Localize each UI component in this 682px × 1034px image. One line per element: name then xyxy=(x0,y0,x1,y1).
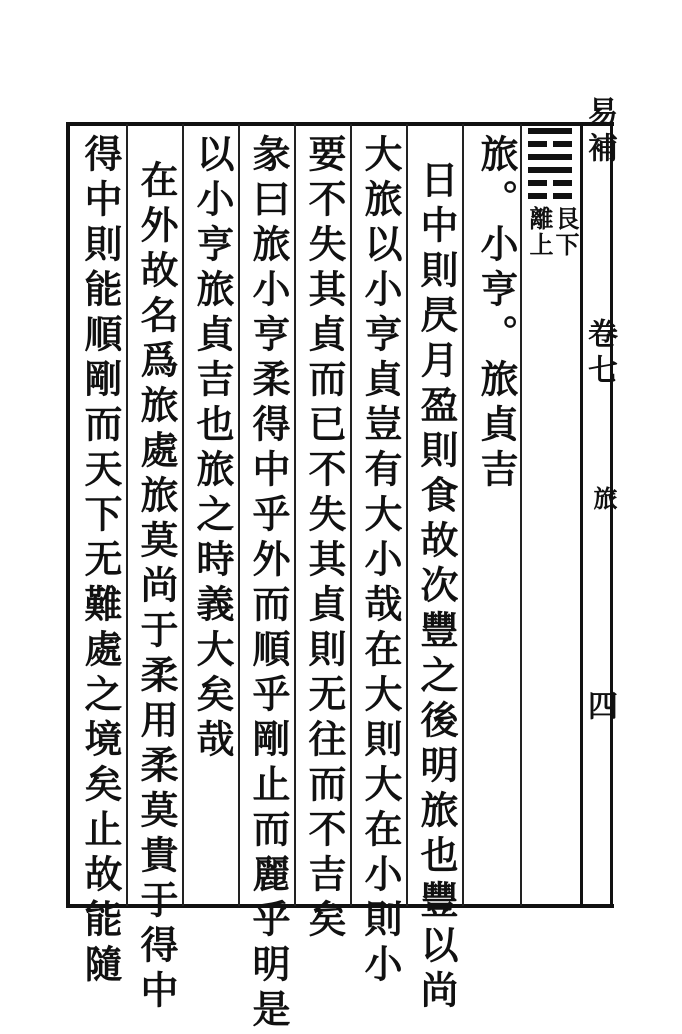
text-column-6: 以小亨旅貞吉也旅之時義大矣哉 xyxy=(190,134,235,764)
frame-left-border xyxy=(66,122,70,908)
hexagram-line-yin xyxy=(528,193,572,199)
text-column-1: 旅。小亨。旅貞吉 xyxy=(474,134,519,494)
column-rule xyxy=(350,124,352,906)
text-column-2: 日中則昃月盈則食故次豐之後明旅也豐以尚 xyxy=(414,160,459,1015)
column-rule xyxy=(462,124,464,906)
frame-right-border xyxy=(610,122,613,908)
text-column-3: 大旅以小亨貞豈有大小哉在大則大在小則小 xyxy=(358,134,403,989)
column-rule xyxy=(182,124,184,906)
hexagram-upper-label: 離上 xyxy=(525,206,554,258)
hexagram-line-yin xyxy=(528,180,572,186)
text-column-8: 得中則能順剛而天下无難處之境矣止故能隨 xyxy=(78,134,123,989)
column-rule xyxy=(406,124,408,906)
hexagram-line-yin xyxy=(528,141,572,147)
hexagram-line-yang xyxy=(528,154,572,160)
column-rule xyxy=(238,124,240,906)
hexagram-line-yang xyxy=(528,128,572,134)
column-rule xyxy=(294,124,296,906)
text-column-5: 彖曰旅小亨柔得中乎外而順乎剛止而麗乎明是 xyxy=(246,134,291,1034)
fold-column-rule xyxy=(580,122,583,908)
margin-section: 旅 xyxy=(589,486,618,514)
column-rule xyxy=(126,124,128,906)
margin-volume: 卷七 xyxy=(582,318,617,390)
margin-page-number: 四 xyxy=(582,690,617,726)
text-column-7: 在外故名爲旅處旅莫尚于柔用柔莫貴于得中 xyxy=(134,160,179,1015)
frame-top-border xyxy=(66,122,614,126)
hexagram-line-yang xyxy=(528,167,572,173)
margin-header: 易補 xyxy=(582,96,617,168)
hexagram-symbol xyxy=(528,128,572,206)
column-rule xyxy=(520,124,522,906)
hexagram-lower-label: 艮下 xyxy=(551,206,580,258)
text-column-4: 要不失其貞而已不失其貞則无往而不吉矣 xyxy=(302,134,347,944)
